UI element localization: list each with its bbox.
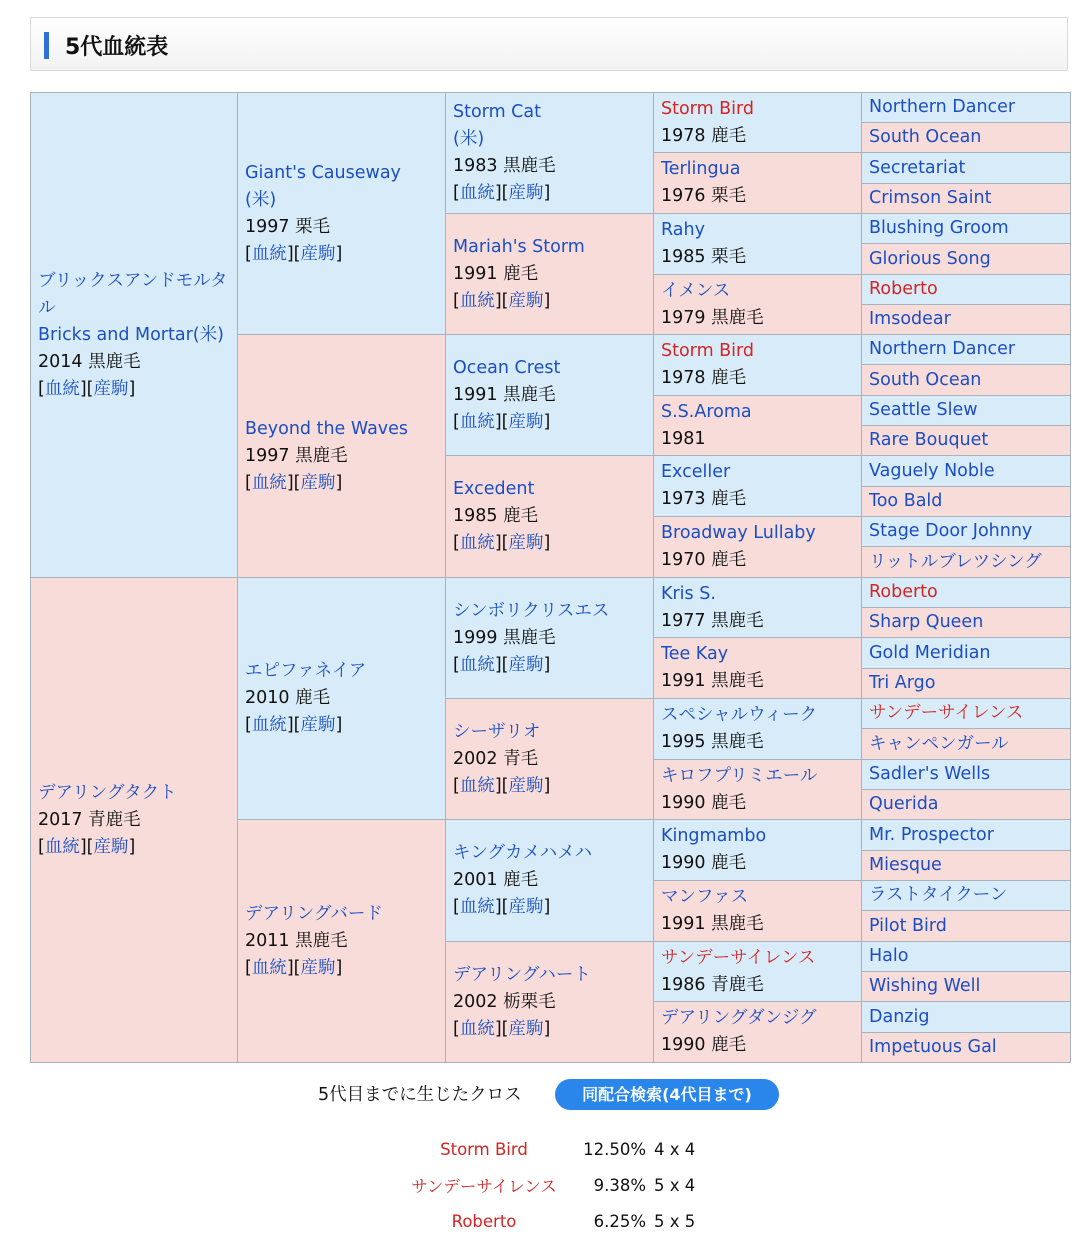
- gen5-cell: [862, 608, 1071, 638]
- horse-name-link[interactable]: Tri Argo: [869, 673, 936, 693]
- gen5-cell: [862, 669, 1071, 699]
- gen5-cell: [862, 275, 1071, 305]
- offspring-link[interactable]: 産駒: [508, 290, 544, 311]
- horse-info: 1981: [661, 428, 706, 449]
- gen4-cell: [654, 214, 862, 275]
- gen5-cell: [862, 426, 1071, 456]
- gen4-cell: [654, 153, 862, 214]
- gen4-cell: [654, 820, 862, 881]
- horse-name-link[interactable]: Giant's Causeway: [245, 162, 401, 183]
- gen2-cell: [238, 820, 446, 1063]
- cross-horse-link[interactable]: Roberto: [451, 1211, 517, 1231]
- horse-name-en-link[interactable]: Bricks and Mortar(米): [38, 324, 224, 345]
- cross-horse-link[interactable]: Storm Bird: [440, 1139, 528, 1159]
- horse-name-link[interactable]: エピファネイア: [245, 661, 367, 681]
- bloodline-link[interactable]: 血統: [459, 897, 495, 917]
- gen5-cell: [862, 547, 1071, 578]
- gen5-cell: [862, 942, 1071, 972]
- horse-links: [血統][産駒]: [453, 183, 551, 203]
- gen4-cell: [654, 275, 862, 335]
- cross-generation: 5 x 5: [654, 1211, 696, 1231]
- horse-info: 1985 鹿毛: [453, 506, 539, 526]
- horse-name-link[interactable]: デアリングハート: [453, 964, 591, 985]
- horse-info: 1990 鹿毛: [661, 1035, 747, 1055]
- gen4-cell: [654, 456, 862, 517]
- cross-percent: 6.25%: [593, 1211, 646, 1231]
- gen5-cell: [862, 456, 1071, 487]
- horse-name-link[interactable]: Roberto: [869, 279, 938, 299]
- horse-name-link[interactable]: ラストタイクーン: [869, 885, 1008, 905]
- gen5-cell: [862, 335, 1071, 365]
- gen3-cell: [446, 335, 654, 456]
- horse-info: 1973 鹿毛: [661, 489, 747, 509]
- horse-name-link[interactable]: Storm Cat: [453, 102, 541, 122]
- horse-info: 2011 黒鹿毛: [245, 930, 348, 951]
- cross-generation: 4 x 4: [654, 1139, 696, 1159]
- gen4-cell: [654, 638, 862, 699]
- horse-name-link[interactable]: シーザリオ: [453, 721, 541, 742]
- offspring-link[interactable]: 産駒: [300, 957, 336, 978]
- horse-name-link[interactable]: Querida: [869, 794, 939, 814]
- gen5-cell: [862, 578, 1071, 608]
- horse-name-link[interactable]: Roberto: [869, 582, 938, 602]
- gen5-cell: [862, 244, 1071, 275]
- horse-info: 2001 鹿毛: [453, 870, 539, 890]
- horse-links: [血統][産駒]: [245, 715, 343, 735]
- gen3-cell: [446, 820, 654, 942]
- offspring-link[interactable]: 産駒: [508, 897, 544, 917]
- gen2-cell: [238, 578, 446, 820]
- gen5-cell: [862, 487, 1071, 517]
- horse-info: 1986 青鹿毛: [661, 974, 764, 995]
- bloodline-link[interactable]: 血統: [459, 411, 495, 432]
- gen5-cell: [862, 699, 1071, 729]
- bloodline-link[interactable]: 血統: [44, 378, 80, 399]
- gen5-cell: [862, 305, 1071, 335]
- horse-name-link[interactable]: Sadler's Wells: [869, 764, 991, 784]
- gen5-cell: [862, 638, 1071, 669]
- horse-name-link[interactable]: デアリングバード: [245, 903, 383, 924]
- gen3-cell: [446, 578, 654, 699]
- gen5-cell: [862, 790, 1071, 820]
- horse-name-link[interactable]: Gold Meridian: [869, 642, 991, 663]
- horse-name-link[interactable]: シンボリクリスエス: [453, 600, 610, 621]
- horse-links: [血統][産駒]: [38, 378, 136, 399]
- horse-info: 1983 黒鹿毛: [453, 156, 556, 176]
- gen3-cell: [446, 456, 654, 578]
- cross-row: [395, 1203, 714, 1239]
- horse-name-link[interactable]: Ocean Crest: [453, 357, 561, 378]
- horse-name-link[interactable]: Mr. Prospector: [869, 824, 994, 845]
- offspring-link[interactable]: 産駒: [508, 183, 544, 203]
- horse-links: [血統][産駒]: [453, 533, 551, 553]
- gen3-cell: [446, 942, 654, 1063]
- gen5-cell: [862, 1002, 1071, 1033]
- horse-name-link[interactable]: Imsodear: [869, 309, 951, 329]
- bloodline-link[interactable]: 血統: [251, 243, 287, 264]
- gen5-cell: [862, 396, 1071, 426]
- cross-percent: 9.38%: [593, 1175, 646, 1195]
- gen5-cell: [862, 214, 1071, 244]
- bloodline-link[interactable]: 血統: [459, 775, 495, 796]
- horse-name-link[interactable]: Beyond the Waves: [245, 418, 409, 439]
- horse-info: 1991 鹿毛: [453, 263, 539, 284]
- horse-name-link[interactable]: Crimson Saint: [869, 188, 992, 208]
- gen4-cell: [654, 942, 862, 1002]
- horse-name-link[interactable]: サンデーサイレンス: [869, 703, 1024, 723]
- offspring-link[interactable]: 産駒: [300, 243, 336, 264]
- gen5-cell: [862, 93, 1071, 123]
- offspring-link[interactable]: 産駒: [508, 654, 544, 675]
- horse-links: [血統][産駒]: [453, 1018, 551, 1039]
- gen5-cell: [862, 911, 1071, 942]
- offspring-link[interactable]: 産駒: [93, 378, 129, 399]
- bloodline-link[interactable]: 血統: [251, 957, 287, 978]
- offspring-link[interactable]: 産駒: [508, 533, 544, 553]
- cross-horse-link[interactable]: サンデーサイレンス: [411, 1177, 557, 1196]
- gen5-cell: [862, 123, 1071, 153]
- horse-name-link[interactable]: マンファス: [661, 887, 749, 907]
- horse-links: [血統][産駒]: [453, 897, 551, 917]
- horse-name-link[interactable]: Mariah's Storm: [453, 236, 585, 257]
- gen5-cell: [862, 760, 1071, 790]
- horse-origin-link[interactable]: (米): [245, 189, 277, 210]
- horse-links: [血統][産駒]: [453, 411, 551, 432]
- horse-name-link[interactable]: Blushing Groom: [869, 218, 1009, 238]
- horse-name-link[interactable]: Storm Bird: [661, 98, 755, 119]
- gen4-cell: [654, 396, 862, 456]
- horse-info: 1978 鹿毛: [661, 368, 747, 388]
- same-mating-search-button[interactable]: 同配合検索(4代目まで): [555, 1079, 779, 1110]
- section-title: 5代血統表: [65, 35, 169, 60]
- gen3-cell: [446, 699, 654, 820]
- gen5-cell: [862, 365, 1071, 396]
- horse-info: 1997 黒鹿毛: [245, 445, 348, 466]
- horse-info: 1999 黒鹿毛: [453, 627, 556, 648]
- offspring-link[interactable]: 産駒: [93, 836, 129, 857]
- section-accent-bar: [44, 32, 49, 59]
- horse-info: 2002 青毛: [453, 748, 539, 769]
- gen5-cell: [862, 729, 1071, 760]
- gen5-cell: [862, 972, 1071, 1002]
- cross-row: [395, 1131, 714, 1167]
- horse-info: 1991 黒鹿毛: [661, 914, 764, 934]
- horse-name-link[interactable]: Impetuous Gal: [869, 1037, 997, 1057]
- gen5-cell: [862, 1033, 1071, 1063]
- section-header: [30, 17, 1068, 71]
- offspring-link[interactable]: 産駒: [508, 411, 544, 432]
- offspring-link[interactable]: 産駒: [508, 775, 544, 796]
- bloodline-link[interactable]: 血統: [459, 654, 495, 675]
- horse-name-link[interactable]: キングカメハメハ: [453, 843, 593, 863]
- gen1-cell-dam: [31, 578, 238, 1063]
- gen4-cell: [654, 881, 862, 942]
- horse-info: 1991 黒鹿毛: [661, 671, 764, 691]
- bloodline-link[interactable]: 血統: [459, 290, 495, 311]
- horse-name-link[interactable]: Northern Dancer: [869, 97, 1016, 117]
- bloodline-link[interactable]: 血統: [44, 836, 80, 857]
- horse-info: 2002 栃栗毛: [453, 991, 556, 1012]
- horse-name-link[interactable]: Stage Door Johnny: [869, 521, 1033, 541]
- cross-table: [395, 1131, 714, 1239]
- horse-name-link[interactable]: キロフプリミエール: [661, 765, 818, 786]
- horse-name-link[interactable]: S.S.Aroma: [661, 401, 752, 422]
- horse-name-link[interactable]: Danzig: [869, 1006, 930, 1027]
- horse-name-link[interactable]: Sharp Queen: [869, 612, 984, 632]
- cross-generation: 5 x 4: [654, 1175, 696, 1195]
- horse-name-link[interactable]: Tee Kay: [661, 644, 729, 664]
- gen3-cell: [446, 93, 654, 214]
- horse-info: 1970 鹿毛: [661, 550, 747, 570]
- horse-info: 1977 黒鹿毛: [661, 610, 764, 631]
- gen5-cell: [862, 153, 1071, 184]
- gen4-cell: [654, 1002, 862, 1063]
- horse-name-link[interactable]: イメンス: [661, 280, 731, 301]
- horse-info: 1995 黒鹿毛: [661, 732, 764, 752]
- gen5-cell: [862, 851, 1071, 881]
- gen4-cell: [654, 578, 862, 638]
- horse-name-link[interactable]: Rare Bouquet: [869, 430, 989, 450]
- bloodline-link[interactable]: 血統: [251, 715, 287, 735]
- cross-row: [395, 1167, 714, 1203]
- cross-percent: 12.50%: [583, 1139, 646, 1159]
- horse-name-link[interactable]: Secretariat: [869, 157, 966, 178]
- horse-info: 1985 栗毛: [661, 247, 747, 267]
- horse-name-link[interactable]: Pilot Bird: [869, 915, 947, 936]
- gen2-cell: [238, 335, 446, 578]
- bloodline-link[interactable]: 血統: [251, 472, 287, 493]
- horse-name-link[interactable]: ブリックスアンドモルタル: [38, 270, 228, 318]
- horse-name-link[interactable]: Glorious Song: [869, 248, 991, 269]
- gen4-cell: [654, 699, 862, 760]
- horse-info: 1979 黒鹿毛: [661, 307, 764, 328]
- horse-name-link[interactable]: Miesque: [869, 855, 942, 875]
- horse-links: [血統][産駒]: [453, 775, 551, 796]
- horse-name-link[interactable]: キャンペンガール: [869, 733, 1009, 754]
- gen5-cell: [862, 517, 1071, 547]
- offspring-link[interactable]: 産駒: [300, 472, 336, 493]
- horse-name-link[interactable]: サンデーサイレンス: [661, 947, 816, 968]
- horse-name-link[interactable]: Halo: [869, 946, 909, 966]
- horse-info: 1990 鹿毛: [661, 792, 747, 813]
- pedigree-table: [30, 92, 1071, 1063]
- horse-name-link[interactable]: スペシャルウィーク: [661, 705, 818, 725]
- horse-name-link[interactable]: Storm Bird: [661, 341, 755, 361]
- gen1-cell-sire: [31, 93, 238, 578]
- horse-info: 1976 栗毛: [661, 186, 747, 206]
- horse-origin-link[interactable]: (米): [453, 129, 485, 149]
- horse-links: [血統][産駒]: [38, 836, 136, 857]
- horse-name-link[interactable]: リットルブレツシング: [869, 551, 1042, 572]
- horse-name-link[interactable]: Rahy: [661, 220, 705, 240]
- horse-name-link[interactable]: Seattle Slew: [869, 400, 978, 420]
- bloodline-link[interactable]: 血統: [459, 1018, 495, 1039]
- horse-links: [血統][産駒]: [245, 243, 343, 264]
- gen5-cell: [862, 881, 1071, 911]
- gen4-cell: [654, 93, 862, 153]
- horse-name-link[interactable]: Excedent: [453, 479, 535, 499]
- horse-links: [血統][産駒]: [453, 654, 551, 675]
- horse-name-link[interactable]: Broadway Lullaby: [661, 523, 816, 543]
- gen2-cell: [238, 93, 446, 335]
- horse-links: [血統][産駒]: [453, 290, 551, 311]
- horse-name-link[interactable]: Too Bald: [869, 491, 943, 511]
- horse-name-link[interactable]: South Ocean: [869, 369, 982, 390]
- horse-info: 2010 鹿毛: [245, 688, 331, 708]
- gen4-cell: [654, 517, 862, 578]
- offspring-link[interactable]: 産駒: [508, 1018, 544, 1039]
- gen4-cell: [654, 335, 862, 396]
- gen5-cell: [862, 820, 1071, 851]
- horse-name-link[interactable]: Kris S.: [661, 583, 716, 604]
- horse-links: [血統][産駒]: [245, 957, 343, 978]
- gen3-cell: [446, 214, 654, 335]
- horse-links: [血統][産駒]: [245, 472, 343, 493]
- horse-name-link[interactable]: デアリングダンジグ: [661, 1008, 817, 1028]
- horse-info: 1991 黒鹿毛: [453, 384, 556, 405]
- horse-name-link[interactable]: Exceller: [661, 462, 731, 482]
- horse-info: 1997 栗毛: [245, 216, 331, 237]
- horse-name-link[interactable]: デアリングタクト: [38, 782, 177, 803]
- horse-name-link[interactable]: Kingmambo: [661, 826, 767, 846]
- horse-info: 2014 黒鹿毛: [38, 351, 141, 372]
- gen5-cell: [862, 184, 1071, 214]
- horse-name-link[interactable]: Terlingua: [661, 159, 741, 179]
- bloodline-link[interactable]: 血統: [459, 183, 495, 203]
- horse-name-link[interactable]: Northern Dancer: [869, 339, 1016, 359]
- cross-section-title: 5代目までに生じたクロス: [318, 1085, 522, 1105]
- offspring-link[interactable]: 産駒: [300, 715, 336, 735]
- horse-name-link[interactable]: Vaguely Noble: [869, 460, 995, 481]
- horse-info: 1978 鹿毛: [661, 125, 747, 146]
- horse-name-link[interactable]: Wishing Well: [869, 976, 981, 996]
- bloodline-link[interactable]: 血統: [459, 533, 495, 553]
- gen4-cell: [654, 760, 862, 820]
- horse-info: 1990 鹿毛: [661, 853, 747, 873]
- horse-name-link[interactable]: South Ocean: [869, 127, 982, 147]
- horse-info: 2017 青鹿毛: [38, 809, 141, 830]
